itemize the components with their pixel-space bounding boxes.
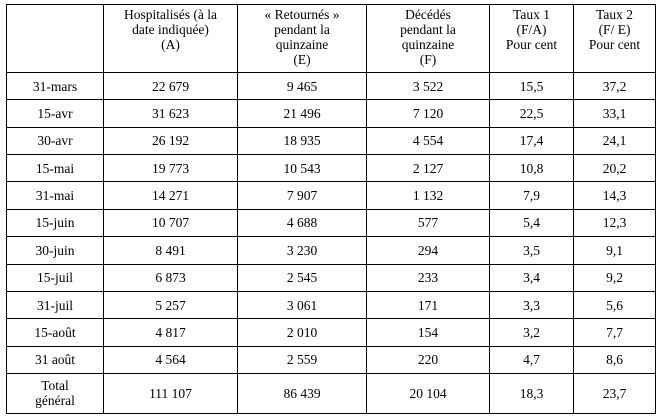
table-cell: 3 230: [238, 237, 367, 264]
row-label: [7, 346, 104, 373]
row-label: [7, 373, 104, 413]
table-cell: 18,3: [490, 373, 574, 413]
row-label-line: 31-mars: [32, 78, 78, 94]
table-cell: 3,5: [490, 237, 574, 264]
table-row: [7, 209, 656, 236]
table-cell: 2 127: [367, 155, 490, 182]
table-cell: 2 010: [238, 319, 367, 346]
row-label: [7, 182, 104, 209]
table-cell: 4,7: [490, 346, 574, 373]
table-cell: 8 491: [104, 237, 238, 264]
table-cell: 2 545: [238, 264, 367, 291]
row-label-line: 31-juil: [37, 297, 73, 313]
table-cell: 20,2: [574, 155, 656, 182]
column-header-line: (F/A): [516, 22, 547, 37]
row-label-line: Total: [41, 378, 69, 394]
column-header-line: Hospitalisés (à la: [124, 7, 217, 22]
table-cell: 3,4: [490, 264, 574, 291]
column-header-line: (F/ E): [598, 22, 631, 37]
row-label-line: 31-mai: [35, 188, 75, 204]
table-cell: 577: [367, 209, 490, 236]
table-cell: 22,5: [490, 100, 574, 127]
table-cell: 33,1: [574, 100, 656, 127]
table-cell: 22 679: [104, 73, 238, 100]
table-row: [7, 100, 656, 127]
row-label-line: 15-août: [34, 324, 76, 340]
table-row: [7, 291, 656, 318]
table-cell: 9 465: [238, 73, 367, 100]
table-cell: 5,4: [490, 209, 574, 236]
table-cell: 4 817: [104, 319, 238, 346]
table-row: [7, 346, 656, 373]
table-row: [7, 319, 656, 346]
column-header-line: Taux 1: [513, 7, 550, 22]
table-cell: 6 873: [104, 264, 238, 291]
table-row: [7, 182, 656, 209]
table-cell: 9,2: [574, 264, 656, 291]
table-cell: 171: [367, 291, 490, 318]
table-cell: 7 907: [238, 182, 367, 209]
row-label: [7, 155, 104, 182]
row-label: [7, 264, 104, 291]
row-label: [7, 319, 104, 346]
table-cell: 7 120: [367, 100, 490, 127]
column-header-line: quinzaine: [401, 37, 455, 52]
row-label: [7, 73, 104, 100]
header-row: [7, 5, 656, 73]
column-header-line: Taux 2: [596, 7, 633, 22]
column-header-line: (E): [293, 52, 311, 67]
table-cell: 24,1: [574, 127, 656, 154]
table-cell: 7,9: [490, 182, 574, 209]
table-cell: 7,7: [574, 319, 656, 346]
table-cell: 4 564: [104, 346, 238, 373]
column-header: [490, 5, 574, 73]
table-row: [7, 237, 656, 264]
table-cell: 21 496: [238, 100, 367, 127]
column-header-line: pendant la: [400, 22, 456, 37]
table-cell: 12,3: [574, 209, 656, 236]
column-header-line: « Retournés »: [264, 7, 340, 22]
column-header-line: (A): [161, 37, 180, 52]
column-header-line: pendant la: [274, 22, 330, 37]
table-cell: 4 688: [238, 209, 367, 236]
table-cell: 2 559: [238, 346, 367, 373]
table-cell: 3 522: [367, 73, 490, 100]
table-cell: 14,3: [574, 182, 656, 209]
column-header: [367, 5, 490, 73]
column-header: [104, 5, 238, 73]
table-cell: 19 773: [104, 155, 238, 182]
column-header-line: quinzaine: [275, 37, 329, 52]
column-header-line: (F): [419, 52, 437, 67]
table-cell: 10 543: [238, 155, 367, 182]
row-label-line: 15-mai: [35, 160, 75, 176]
table-row: [7, 127, 656, 154]
column-header-line: Pour cent: [505, 37, 558, 52]
row-label: [7, 100, 104, 127]
table-row: [7, 155, 656, 182]
table-cell: 86 439: [238, 373, 367, 413]
table-cell: 37,2: [574, 73, 656, 100]
table-cell: 5 257: [104, 291, 238, 318]
table-cell: 3,3: [490, 291, 574, 318]
header-corner-cell: [7, 5, 104, 73]
table-cell: 15,5: [490, 73, 574, 100]
column-header-line: Pour cent: [588, 37, 641, 52]
table-cell: 294: [367, 237, 490, 264]
row-label-line: 30-avr: [37, 133, 73, 149]
table-cell: 220: [367, 346, 490, 373]
column-header-line: Décédés: [405, 7, 451, 22]
table-cell: 233: [367, 264, 490, 291]
table-cell: 8,6: [574, 346, 656, 373]
column-header: [574, 5, 656, 73]
table-cell: 26 192: [104, 127, 238, 154]
table-row: [7, 264, 656, 291]
table-cell: 5,6: [574, 291, 656, 318]
row-label-line: général: [35, 393, 75, 409]
row-label-line: 15-avr: [37, 106, 73, 122]
table-cell: 20 104: [367, 373, 490, 413]
table-cell: 1 132: [367, 182, 490, 209]
table-row: [7, 73, 656, 100]
table-cell: 10,8: [490, 155, 574, 182]
table-body: [7, 73, 656, 414]
row-label-line: 15-juil: [37, 270, 73, 286]
column-header: [238, 5, 367, 73]
table-cell: 14 271: [104, 182, 238, 209]
row-label-line: 15-juin: [35, 215, 75, 231]
table-cell: 111 107: [104, 373, 238, 413]
data-table: [6, 4, 656, 414]
table-cell: 9,1: [574, 237, 656, 264]
column-header-line: date indiquée): [132, 22, 209, 37]
table-cell: 154: [367, 319, 490, 346]
table-cell: 17,4: [490, 127, 574, 154]
table-cell: 31 623: [104, 100, 238, 127]
table-cell: 18 935: [238, 127, 367, 154]
table-cell: 3 061: [238, 291, 367, 318]
row-label-line: 31 août: [34, 352, 76, 368]
table-cell: 4 554: [367, 127, 490, 154]
row-label: [7, 237, 104, 264]
row-label-line: 30-juin: [35, 242, 75, 258]
row-label: [7, 209, 104, 236]
row-label: [7, 127, 104, 154]
table-cell: 10 707: [104, 209, 238, 236]
table-cell: 3,2: [490, 319, 574, 346]
row-label: [7, 291, 104, 318]
table-row: [7, 373, 656, 413]
table-cell: 23,7: [574, 373, 656, 413]
